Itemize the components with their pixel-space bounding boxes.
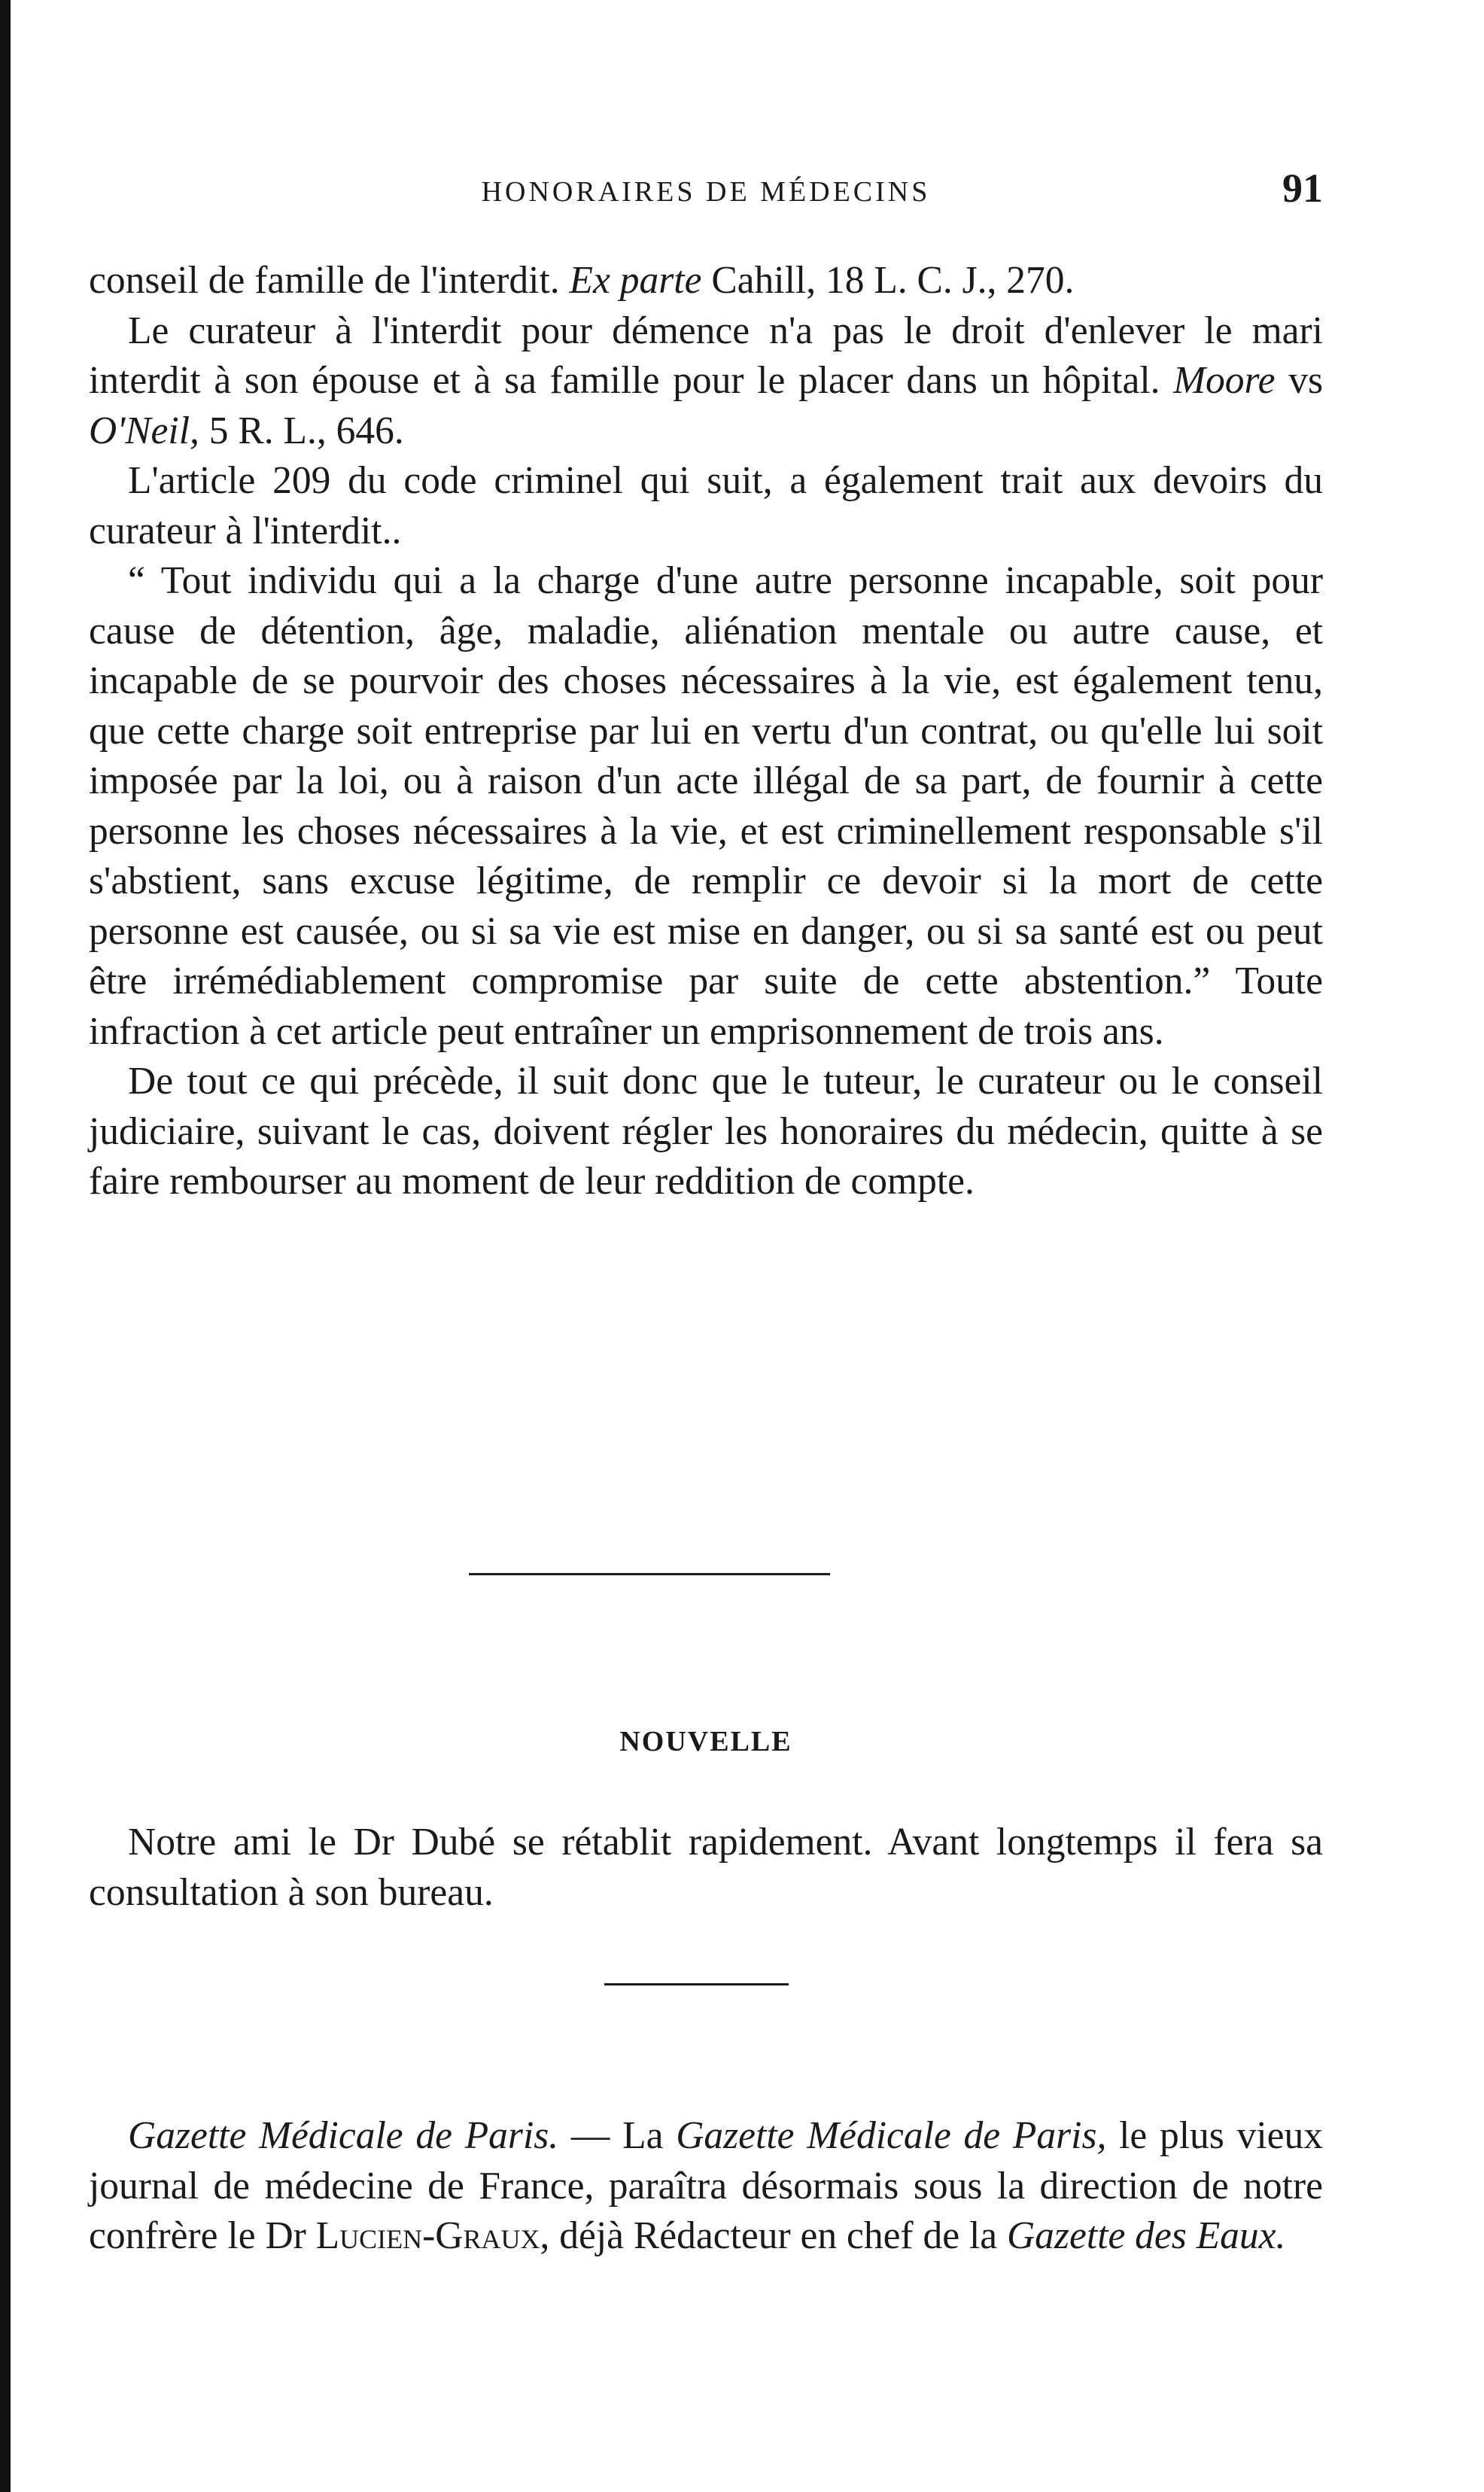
note-paragraph (89, 2111, 1323, 2262)
journal-title: Gazette Médicale de Paris. (128, 2114, 559, 2157)
main-text (89, 256, 1323, 1207)
journal-title: Gazette des Eaux. (1006, 2214, 1286, 2257)
text-span: le plus vieux journal de médecine de France, paraîtra désormais sous la direction de notre confrère le Dr (89, 2114, 1323, 2257)
paragraph-5: De tout ce qui précède, il suit donc que le tuteur, le curateur ou le conseil judiciaire, suivant le cas, doivent régler les honoraires du médecin, quitte à se faire rembourser au moment de leur reddition de compte. (89, 1060, 1323, 1203)
section-heading: NOUVELLE (619, 1726, 792, 1757)
case-party: Moore (1173, 359, 1276, 402)
gazette-note (89, 2111, 1323, 2262)
case-party: O'Neil, (89, 409, 199, 452)
news-item (89, 1818, 1323, 1918)
page-number: 91 (1282, 166, 1323, 211)
section-divider (604, 1983, 789, 1985)
person-name: Lucien-Graux, (315, 2214, 550, 2257)
journal-title: Gazette Médicale de Paris, (676, 2114, 1107, 2157)
text-span: déjà Rédacteur en chef de la (549, 2214, 1007, 2257)
paragraph-4-quotation: “ Tout individu qui a la charge d'une autre personne incapable, soit pour cause de détention, âge, maladie, aliénation mentale ou autre cause, et incapable de se pourvoir des choses nécessaires à la vie, est également tenu, que cette charge soit entreprise par lui en vertu d'un contrat, ou qu'elle lui soit imposée par la loi, ou à raison d'un acte illégal de sa part, de fournir à cette personne les choses nécessaires à la vie, et est criminellement responsable s'il s'abstient, sans excuse légitime, de remplir ce devoir si la mort de cette personne est causée, ou si sa vie est mise en danger, ou si sa santé est ou peut être irrémédiablement compromise par suite de cette abstention.” Toute infraction à cet article peut entraîner un emprisonnement de trois ans. (89, 559, 1323, 1053)
running-head (89, 162, 1323, 215)
news-paragraph: Notre ami le Dr Dubé se rétablit rapidement. Avant longtemps il fera sa consultation à son bureau. (89, 1821, 1323, 1914)
text-span: — La (558, 2114, 677, 2157)
paragraph-1 (89, 256, 1323, 306)
paragraph-3: L'article 209 du code criminel qui suit, a également trait aux devoirs du curateur à l'interdit.. (89, 459, 1323, 552)
text-span: vs (1275, 359, 1323, 402)
case-name: Ex parte (569, 259, 702, 302)
running-title: HONORAIRES DE MÉDECINS (481, 176, 931, 208)
scan-edge-bar (0, 0, 11, 2492)
text-span: Cahill, 18 L. C. J., 270. (701, 259, 1075, 302)
section-divider (469, 1573, 830, 1575)
paragraph-2 (89, 306, 1323, 457)
text-span: 5 R. L., 646. (199, 409, 404, 452)
text-span: conseil de famille de l'interdit. (89, 259, 570, 302)
text-span: Le curateur à l'interdit pour démence n'a pas le droit d'enlever le mari interdit à son épouse et à sa famille pour le placer dans un hôpital. (89, 309, 1323, 402)
